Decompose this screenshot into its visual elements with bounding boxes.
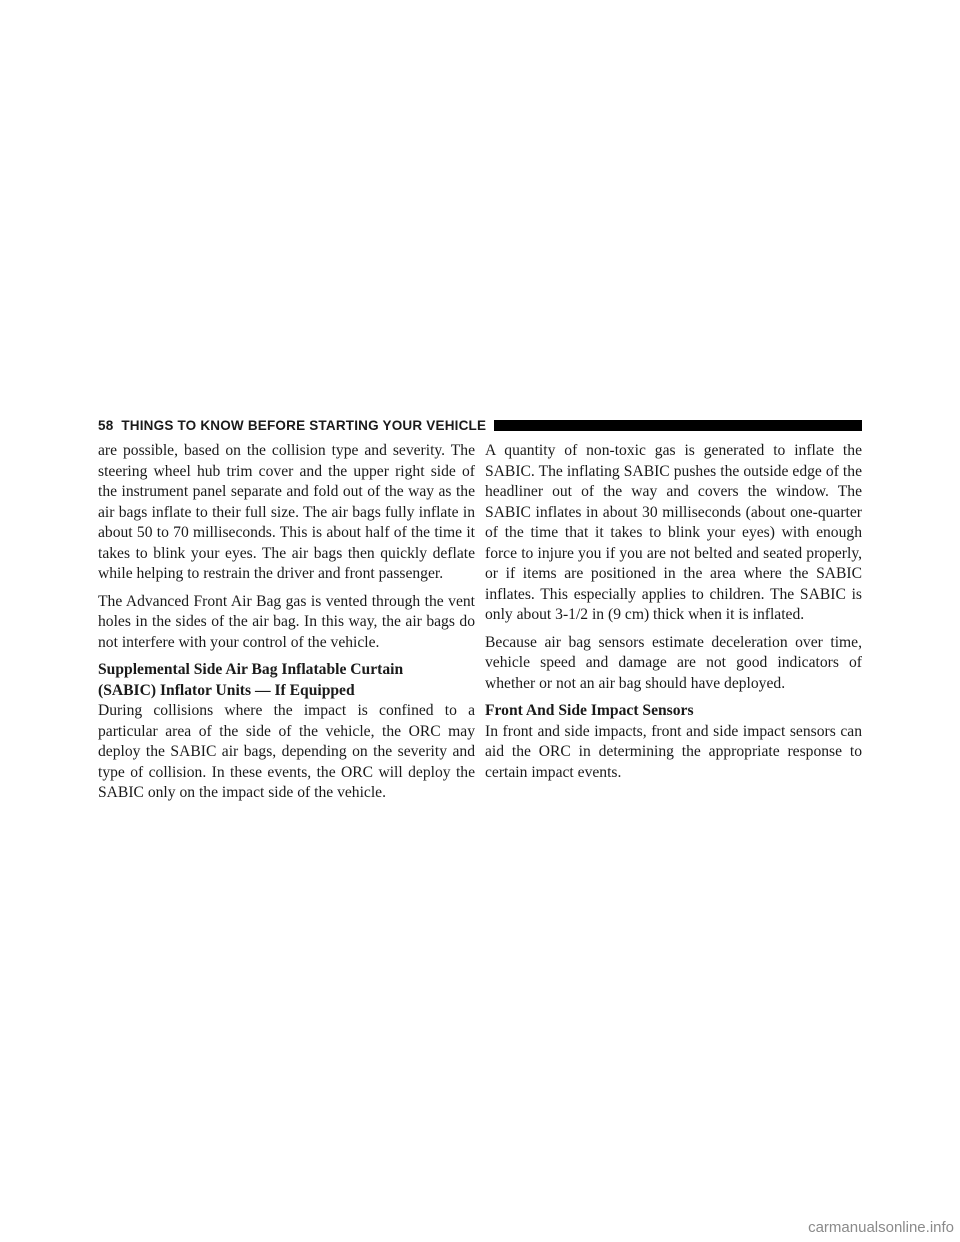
header-rule	[494, 420, 862, 431]
page-number: 58	[98, 417, 114, 433]
heading-sabic-line1: Supplemental Side Air Bag Inflatable Curtain	[98, 661, 404, 678]
paragraph-sabic-inflation: A quantity of non-toxic gas is generated to inflate the SABIC. The inflating SABIC pushes the outside edge of the headliner out of the way and covers the window. The SABIC inflates in about 30 milliseconds (about one-quarter of the time that it takes to blink your eyes) with enough force to injure you if you are not belted and seated properly, or if items are positioned in the area where the SABIC inflates. This especially applies to children. The SABIC is only about 3-1/2 in (9 cm) thick when it is inflated.	[485, 442, 862, 623]
page-header-text	[98, 418, 486, 433]
paragraph-impact-sensors: In front and side impacts, front and side impact sensors can aid the ORC in determining the appropriate response to certain impact events.	[485, 722, 862, 781]
heading-sabic-line2: (SABIC) Inflator Units — If Equipped	[98, 681, 355, 699]
section-title: THINGS TO KNOW BEFORE STARTING YOUR VEHICLE	[121, 417, 487, 433]
right-column	[485, 441, 862, 790]
left-column	[98, 441, 475, 811]
paragraph-sabic-deploy: During collisions where the impact is confined to a particular area of the side of the vehicle, the ORC may deploy the SABIC air bags, depending on the severity and type of collision. In these events, the ORC will deploy the SABIC only on the impact side of the vehicle.	[98, 702, 475, 801]
heading-sabic	[98, 660, 475, 701]
watermark: carmanualsonline.info	[808, 1219, 954, 1236]
paragraph-gas-vented: The Advanced Front Air Bag gas is vented through the vent holes in the sides of the air bag. In this way, the air bags do not interfere with your control of the vehicle.	[98, 592, 475, 651]
page-header	[98, 414, 862, 436]
paragraph-sensors-estimate: Because air bag sensors estimate deceleration over time, vehicle speed and damage are not good indicators of whether or not an air bag should have deployed.	[485, 633, 862, 692]
paragraph-air-bag-inflation: are possible, based on the collision type and severity. The steering wheel hub trim cover and the upper right side of the instrument panel separate and fold out of the way as the air bags inflate to their full size. The air bags fully inflate in about 50 to 70 milliseconds. This is about half of the time it takes to blink your eyes. The air bags then quickly deflate while helping to restrain the driver and front passenger.	[98, 442, 475, 582]
heading-impact-sensors: Front And Side Impact Sensors	[485, 702, 694, 719]
